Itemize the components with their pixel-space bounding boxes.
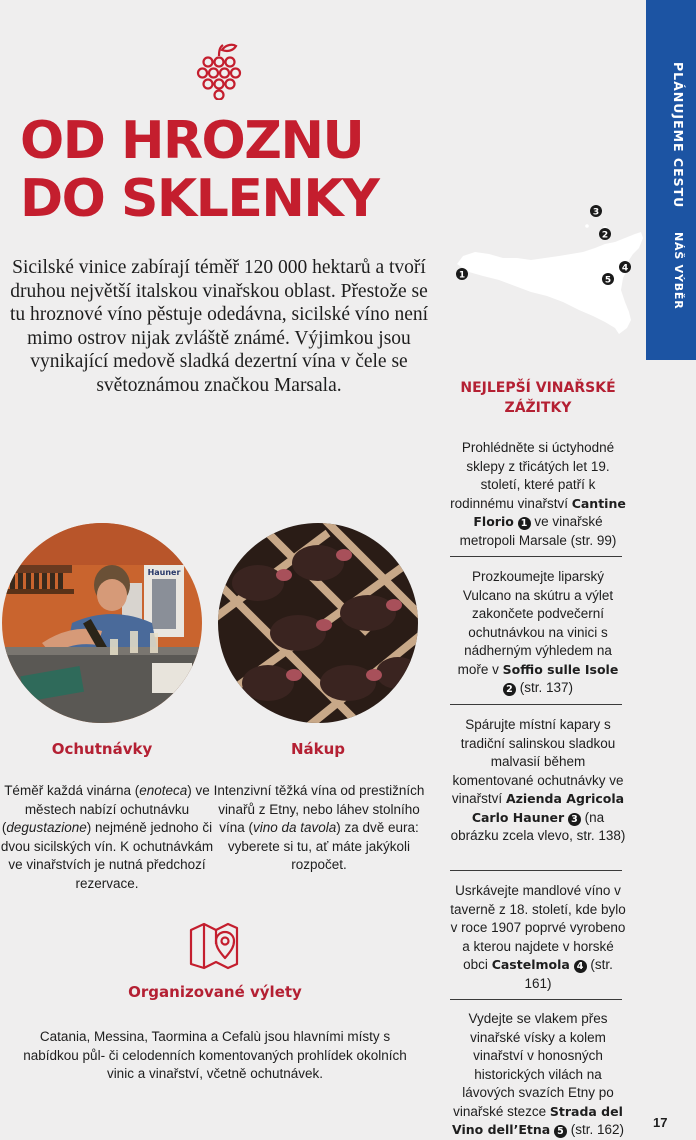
experience-item: Prohlédněte si úctyhodné sklepy z třicátých let 19. století, které patří k rodinnému vinařství Cantine Florio 1 ve vinařské metropoli Marsale (str. 99) xyxy=(450,440,626,548)
tasting-text: Téměř každá vinárna (enoteca) ve městech nabízí ochutnávku (degustazione) nejméně jednoho či dvou sicilských vín. K ochutnávkám ve vinařstvích je nutná předchozí rezervace. xyxy=(0,783,214,891)
experience-item: Prozkoumejte liparský Vulcano na skútru a výlet zakončete podvečerní ochutnávkou na vinici s nádherným výhledem na moře v Soffio sulle Isole 2 (str. 137) xyxy=(457,569,619,695)
sicily-map xyxy=(455,198,645,348)
title-line-2: DO SKLENKY xyxy=(20,169,379,229)
map-pin-icon xyxy=(188,920,240,970)
wine-bottles-photo xyxy=(218,523,418,723)
svg-text:2: 2 xyxy=(601,230,609,241)
side-tab-label xyxy=(656,62,686,322)
title-line-1: OD HROZNU xyxy=(20,111,364,171)
tours-heading: Organizované výlety xyxy=(128,983,302,1001)
shopping-heading: Nákup xyxy=(290,740,346,758)
winery-name: Strada del Vino dell’Etna xyxy=(452,1103,623,1137)
best-experiences-heading: NEJLEPŠÍ VINAŘSKÉ ZÁŽITKY xyxy=(460,380,616,416)
winery-name: Azienda Agricola Carlo Hauner xyxy=(471,791,625,825)
map-marker-3 xyxy=(590,205,602,218)
divider xyxy=(450,999,622,1000)
number-badge: 2 xyxy=(503,683,516,696)
sicily-shape xyxy=(457,232,643,334)
intro-paragraph: Sicilské vinice zabírají téměř 120 000 hektarů a tvoří druhou největší italskou vinařskou oblast. Přestože se tu hroznové víno pěstuje odedávna, sicilské víno není mimo ostrov nijak zvláště známé. Výjimkou jsou vynikající medově sladká dezertní vína v čele se světoznámou značkou Marsala. xyxy=(9,257,429,396)
tours-text: Catania, Messina, Taormina a Cefalù jsou hlavními místy s nabídkou půl- či celodenních komentovaných prohlídek okolních vinic a vinařství, včetně ochutnávek. xyxy=(23,1029,407,1081)
tasting-photo xyxy=(2,523,202,723)
number-badge: 4 xyxy=(574,960,587,973)
svg-text:5: 5 xyxy=(604,275,612,286)
section-label: NÁŠ VÝBĚR xyxy=(672,231,685,310)
divider xyxy=(450,556,622,557)
grape-icon xyxy=(196,42,242,100)
experience-item: Usrkávejte mandlové víno v taverně z 18. století, kde bylo v roce 1907 poprvé vyrobeno a kterou najdete v horské obci Castelmola 4 (str. 161) xyxy=(450,883,626,991)
experience-item: Vydejte se vlakem přes vinařské vísky a kolem vinařství v honosných historických vilách na lávových svazích Etny po vinařské stezce Strada del Vino dell’Etna 5 (str. 162) xyxy=(452,1011,624,1137)
number-badge: 5 xyxy=(554,1125,567,1138)
divider xyxy=(450,704,622,705)
number-badge: 3 xyxy=(568,813,581,826)
map-marker-1 xyxy=(456,268,468,281)
map-marker-2 xyxy=(599,228,611,241)
hauner-sign-text: Hauner xyxy=(147,568,181,577)
page-number: 17 xyxy=(653,1115,668,1130)
winery-name: Castelmola xyxy=(491,957,570,972)
divider xyxy=(450,870,622,871)
tasting-heading: Ochutnávky xyxy=(51,740,153,758)
shopping-text: Intenzivní těžká vína od prestižních vinařů z Etny, nebo láhev stolního vína (vino da tavola) za dvě eura: vyberete si tu, ať máte jakýkoli rozpočet. xyxy=(213,783,425,872)
page-title xyxy=(20,112,450,228)
winery-name: Cantine Florio xyxy=(473,495,626,529)
svg-text:3: 3 xyxy=(592,207,600,218)
experience-item: Spárujte místní kapary s tradiční salinskou sladkou malvasií během komentované ochutnávky ve vinařství Azienda Agricola Carlo Hauner 3 (na obrázku zcela vlevo, str. 138) xyxy=(450,717,626,843)
winery-name: Soffio sulle Isole xyxy=(502,661,619,677)
number-badge: 1 xyxy=(518,517,531,530)
svg-text:4: 4 xyxy=(621,263,629,274)
chapter-label: PLÁNUJEME CESTU xyxy=(671,62,686,209)
svg-text:1: 1 xyxy=(458,270,466,281)
